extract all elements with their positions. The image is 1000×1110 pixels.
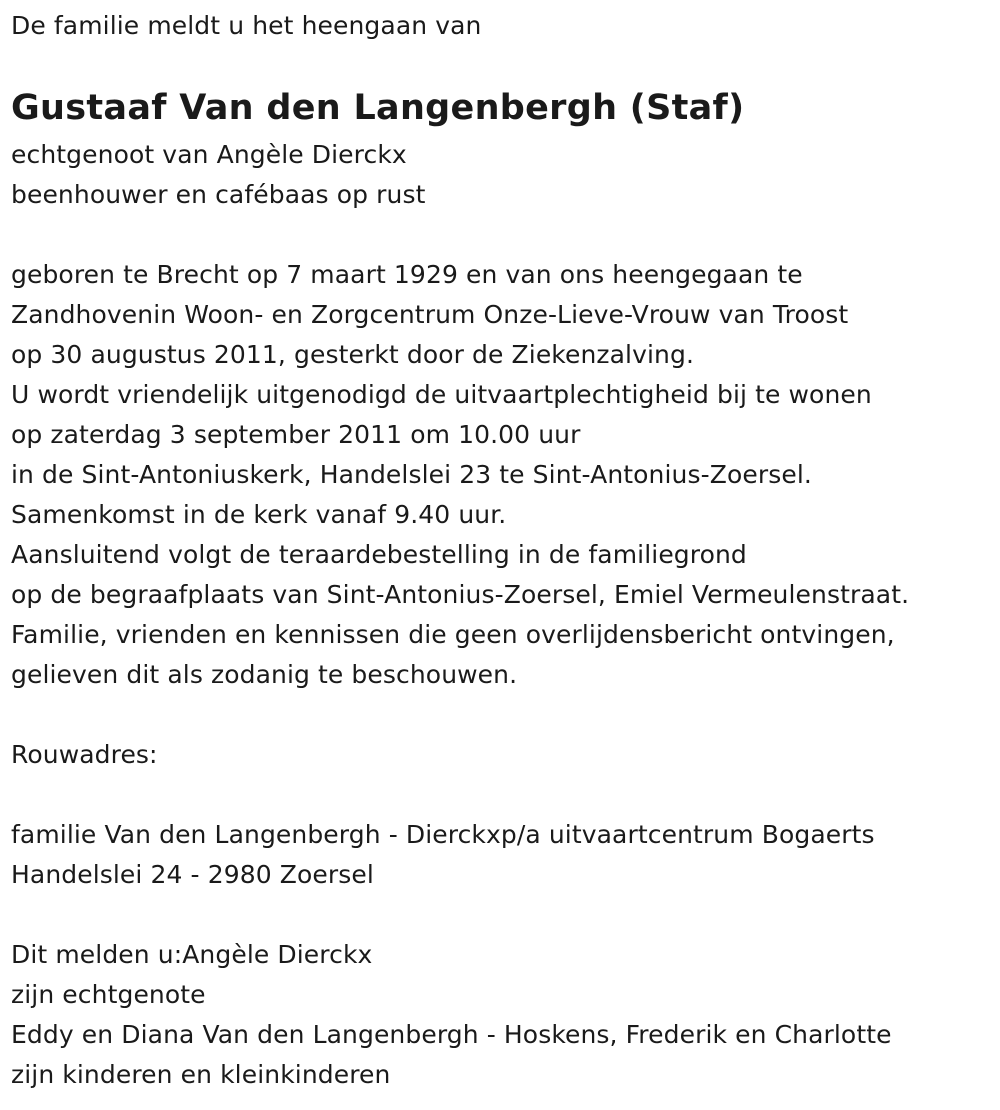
announcers-children-role: zijn kinderen en kleinkinderen — [11, 1060, 391, 1089]
address-line-2: Handelslei 24 - 2980 Zoersel — [11, 860, 374, 889]
body-line: Zandhovenin Woon- en Zorgcentrum Onze-Lieve-Vrouw van Troost — [11, 300, 849, 329]
body-line: in de Sint-Antoniuskerk, Handelslei 23 te Sint-Antonius-Zoersel. — [11, 460, 812, 489]
intro-text: De familie meldt u het heengaan van — [11, 11, 482, 40]
body-line: geboren te Brecht op 7 maart 1929 en van ons heengegaan te — [11, 260, 803, 289]
body-line: gelieven dit als zodanig te beschouwen. — [11, 660, 518, 689]
occupation-line: beenhouwer en cafébaas op rust — [11, 180, 426, 209]
address-label: Rouwadres: — [11, 740, 158, 769]
spacer — [11, 895, 1000, 935]
notice-body — [11, 255, 1000, 695]
deceased-name: Gustaaf Van den Langenbergh (Staf) — [11, 88, 745, 128]
address-line-1: familie Van den Langenbergh - Dierckxp/a uitvaartcentrum Bogaerts — [11, 820, 875, 849]
body-line: op zaterdag 3 september 2011 om 10.00 uur — [11, 420, 581, 449]
spacer — [11, 215, 1000, 255]
spacer — [11, 695, 1000, 735]
spouse-line: echtgenoot van Angèle Dierckx — [11, 140, 407, 169]
announcers-spouse-role: zijn echtgenote — [11, 980, 206, 1009]
body-line: Familie, vrienden en kennissen die geen overlijdensbericht ontvingen, — [11, 620, 895, 649]
spacer — [11, 775, 1000, 815]
body-line: Aansluitend volgt de teraardebestelling in de familiegrond — [11, 540, 747, 569]
announcers-intro: Dit melden u:Angèle Dierckx — [11, 940, 373, 969]
body-line: Samenkomst in de kerk vanaf 9.40 uur. — [11, 500, 507, 529]
body-line: U wordt vriendelijk uitgenodigd de uitvaartplechtigheid bij te wonen — [11, 380, 872, 409]
body-line: op de begraafplaats van Sint-Antonius-Zoersel, Emiel Vermeulenstraat. — [11, 580, 910, 609]
announcers-children: Eddy en Diana Van den Langenbergh - Hoskens, Frederik en Charlotte — [11, 1020, 892, 1049]
body-line: op 30 augustus 2011, gesterkt door de Ziekenzalving. — [11, 340, 695, 369]
